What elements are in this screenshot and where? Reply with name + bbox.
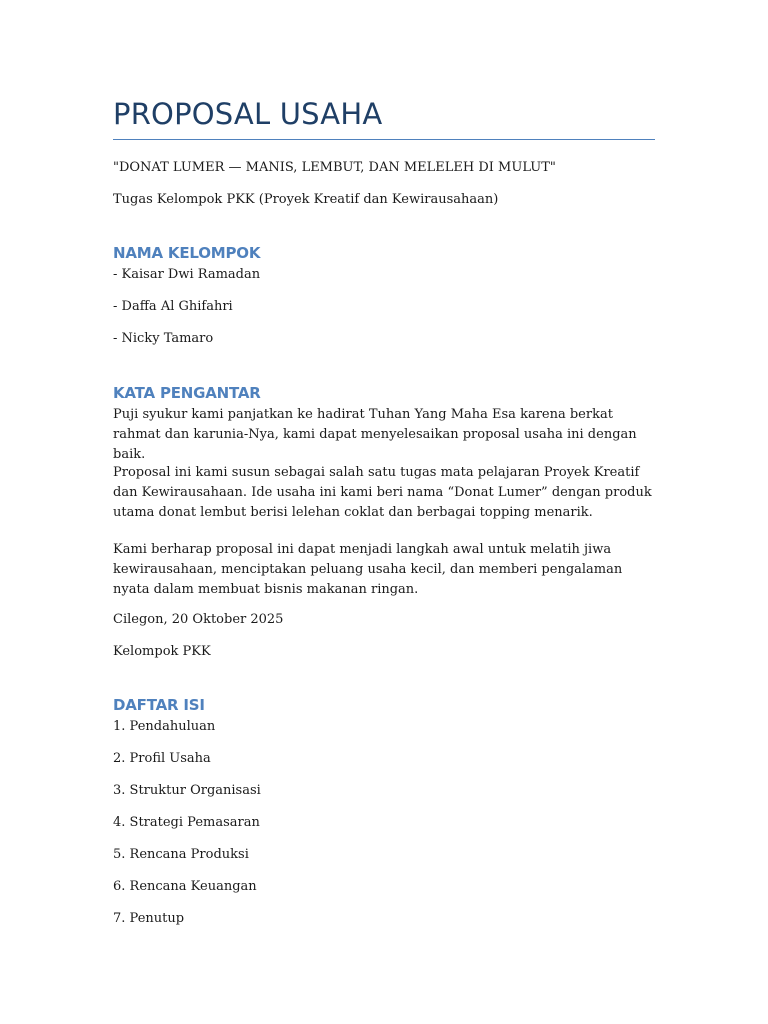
- member-item: - Kaisar Dwi Ramadan: [113, 267, 261, 282]
- toc-item: 1. Pendahuluan: [113, 719, 216, 734]
- toc-item: 5. Rencana Produksi: [113, 847, 249, 862]
- heading-kata-pengantar: KATA PENGANTAR: [113, 384, 261, 402]
- title-divider: [113, 139, 655, 140]
- member-item: - Daffa Al Ghifahri: [113, 299, 233, 314]
- toc-item: 2. Profil Usaha: [113, 751, 211, 766]
- document-tagline: "DONAT LUMER — MANIS, LEMBUT, DAN MELELEH DI MULUT": [113, 160, 556, 175]
- toc-item: 6. Rencana Keuangan: [113, 879, 257, 894]
- preface-paragraph: Kami berharap proposal ini dapat menjadi langkah awal untuk melatih jiwa kewirausahaan, menciptakan peluang usaha kecil, dan memberi pengalaman nyata dalam membuat bisnis makanan ringan.: [113, 542, 623, 597]
- document-subtitle: Tugas Kelompok PKK (Proyek Kreatif dan Kewirausahaan): [113, 192, 499, 207]
- signature: Kelompok PKK: [113, 644, 211, 659]
- document-title: PROPOSAL USAHA: [113, 97, 383, 131]
- preface-paragraph: Puji syukur kami panjatkan ke hadirat Tuhan Yang Maha Esa karena berkat rahmat dan karunia-Nya, kami dapat menyelesaikan proposal usaha ini dengan baik.: [113, 407, 637, 462]
- place-date: Cilegon, 20 Oktober 2025: [113, 612, 284, 627]
- toc-item: 7. Penutup: [113, 911, 185, 926]
- preface-paragraph: Proposal ini kami susun sebagai salah satu tugas mata pelajaran Proyek Kreatif dan Kewirausahaan. Ide usaha ini kami beri nama “Donat Lumer” dengan produk utama donat lembut berisi lelehan coklat dan berbagai topping menarik.: [113, 465, 652, 520]
- member-item: - Nicky Tamaro: [113, 331, 214, 346]
- heading-nama-kelompok: NAMA KELOMPOK: [113, 244, 261, 262]
- heading-daftar-isi: DAFTAR ISI: [113, 696, 205, 714]
- toc-item: 3. Struktur Organisasi: [113, 783, 261, 798]
- toc-item: 4. Strategi Pemasaran: [113, 815, 260, 830]
